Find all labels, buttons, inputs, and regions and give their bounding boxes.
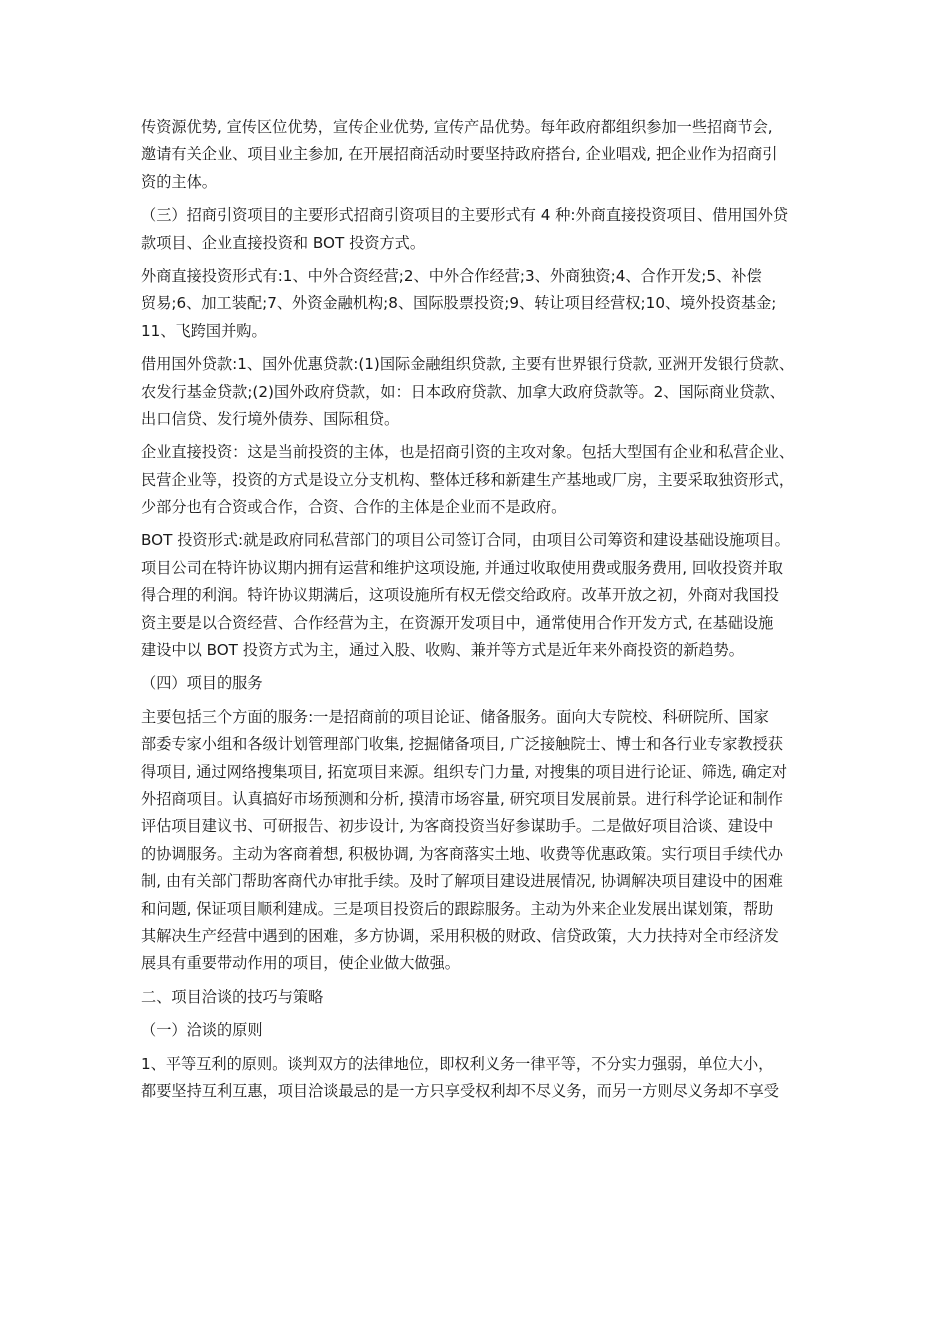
paragraph [141,704,831,978]
text-line: （一）洽谈的原则 [141,1021,263,1040]
text-line: 款项目、企业直接投资和 BOT 投资方式。 [141,233,426,252]
text-line: 民营企业等，投资的方式是设立分支机构、整体迁移和新建生产基地或厂房，主要采取独资形式， [141,470,795,489]
text-line: 少部分也有合资或合作，合资、合作的主体是企业而不是政府。 [141,498,567,517]
paragraph [141,202,831,257]
text-line: 的协调服务。主动为客商着想, 积极协调, 为客商落实土地、收费等优惠政策。实行项目手续代办 [141,844,783,863]
text-line: 项目公司在特许协议期内拥有运营和维护这项设施, 并通过收取使用费或服务费用, 回收投资并取 [141,558,783,577]
text-line: 贸易;6、加工装配;7、外资金融机构;8、国际股票投资;9、转让项目经营权;10、境外投资基金; [141,294,777,313]
text-line: 其解决生产经营中遇到的困难，多方协调，采用积极的财政、信贷政策，大力扶持对全市经济发 [141,926,779,945]
paragraph [141,670,831,697]
text-line: 农发行基金贷款;(2)国外政府贷款，如：日本政府贷款、加拿大政府贷款等。2、国际商业贷款、 [141,382,785,401]
text-line: 资的主体。 [141,172,217,191]
text-line: 主要包括三个方面的服务:一是招商前的项目论证、储备服务。面向大专院校、科研院所、国家 [141,707,769,726]
text-line: 外商直接投资形式有:1、中外合资经营;2、中外合作经营;3、外商独资;4、合作开发;5、补偿 [141,266,762,285]
text-line: 都要坚持互利互惠，项目洽谈最忌的是一方只享受权利却不尽义务，而另一方则尽义务却不享受 [141,1081,779,1100]
text-line: （三）招商引资项目的主要形式招商引资项目的主要形式有 4 种:外商直接投资项目、借用国外贷 [141,206,789,225]
text-line: 部委专家小组和各级计划管理部门收集, 挖掘储备项目, 广泛接触院士、博士和各行业专家教授获 [141,735,783,754]
text-line: 制, 由有关部门帮助客商代办审批手续。及时了解项目建设进展情况, 协调解决项目建设中的困难 [141,872,783,891]
paragraph [141,1051,831,1106]
text-line: 11、飞跨国并购。 [141,321,267,340]
text-line: 评估项目建议书、可研报告、初步设计, 为客商投资当好参谋助手。二是做好项目洽谈、建设中 [141,817,774,836]
paragraph [141,527,831,664]
paragraph [141,114,831,196]
text-line: 资主要是以合资经营、合作经营为主，在资源开发项目中，通常使用合作开发方式, 在基础设施 [141,613,774,632]
paragraph [141,351,831,433]
text-line: 和问题, 保证项目顺利建成。三是项目投资后的跟踪服务。主动为外来企业发展出谋划策，帮助 [141,899,774,918]
text-line: 1、平等互利的原则。谈判双方的法律地位，即权利义务一律平等，不分实力强弱，单位大小， [141,1054,774,1073]
text-line: 企业直接投资：这是当前投资的主体，也是招商引资的主攻对象。包括大型国有企业和私营企业、 [141,443,795,462]
text-line: 得合理的利润。特许协议期满后，这项设施所有权无偿交给政府。改革开放之初，外商对我国投 [141,586,779,605]
paragraph [141,263,831,345]
text-line: 得项目, 通过网络搜集项目, 拓宽项目来源。组织专门力量, 对搜集的项目进行论证、筛选, 确定对 [141,762,788,781]
text-line: 借用国外贷款:1、国外优惠贷款:(1)国际金融组织贷款, 主要有世界银行贷款, 亚洲开发银行贷款、 [141,355,795,374]
text-line: BOT 投资形式:就是政府同私营部门的项目公司签订合同，由项目公司筹资和建设基础设施项目。 [141,531,790,550]
text-line: 建设中以 BOT 投资方式为主，通过入股、收购、兼并等方式是近年来外商投资的新趋势。 [141,641,744,660]
text-line: 二、项目洽谈的技巧与策略 [141,987,324,1006]
text-line: 展具有重要带动作用的项目，使企业做大做强。 [141,954,460,973]
paragraph [141,1017,831,1044]
paragraph [141,439,831,521]
text-line: 邀请有关企业、项目业主参加, 在开展招商活动时要坚持政府搭台, 企业唱戏, 把企业作为招商引 [141,145,778,164]
text-line: （四）项目的服务 [141,674,263,693]
text-line: 传资源优势, 宣传区位优势，宣传企业优势, 宣传产品优势。每年政府都组织参加一些招商节会, [141,118,773,136]
document-body [141,114,831,1105]
paragraph [141,984,831,1011]
text-line: 出口信贷、发行境外债券、国际租贷。 [141,409,400,428]
text-line: 外招商项目。认真搞好市场预测和分析, 摸清市场容量, 研究项目发展前景。进行科学论证和制作 [141,789,783,808]
